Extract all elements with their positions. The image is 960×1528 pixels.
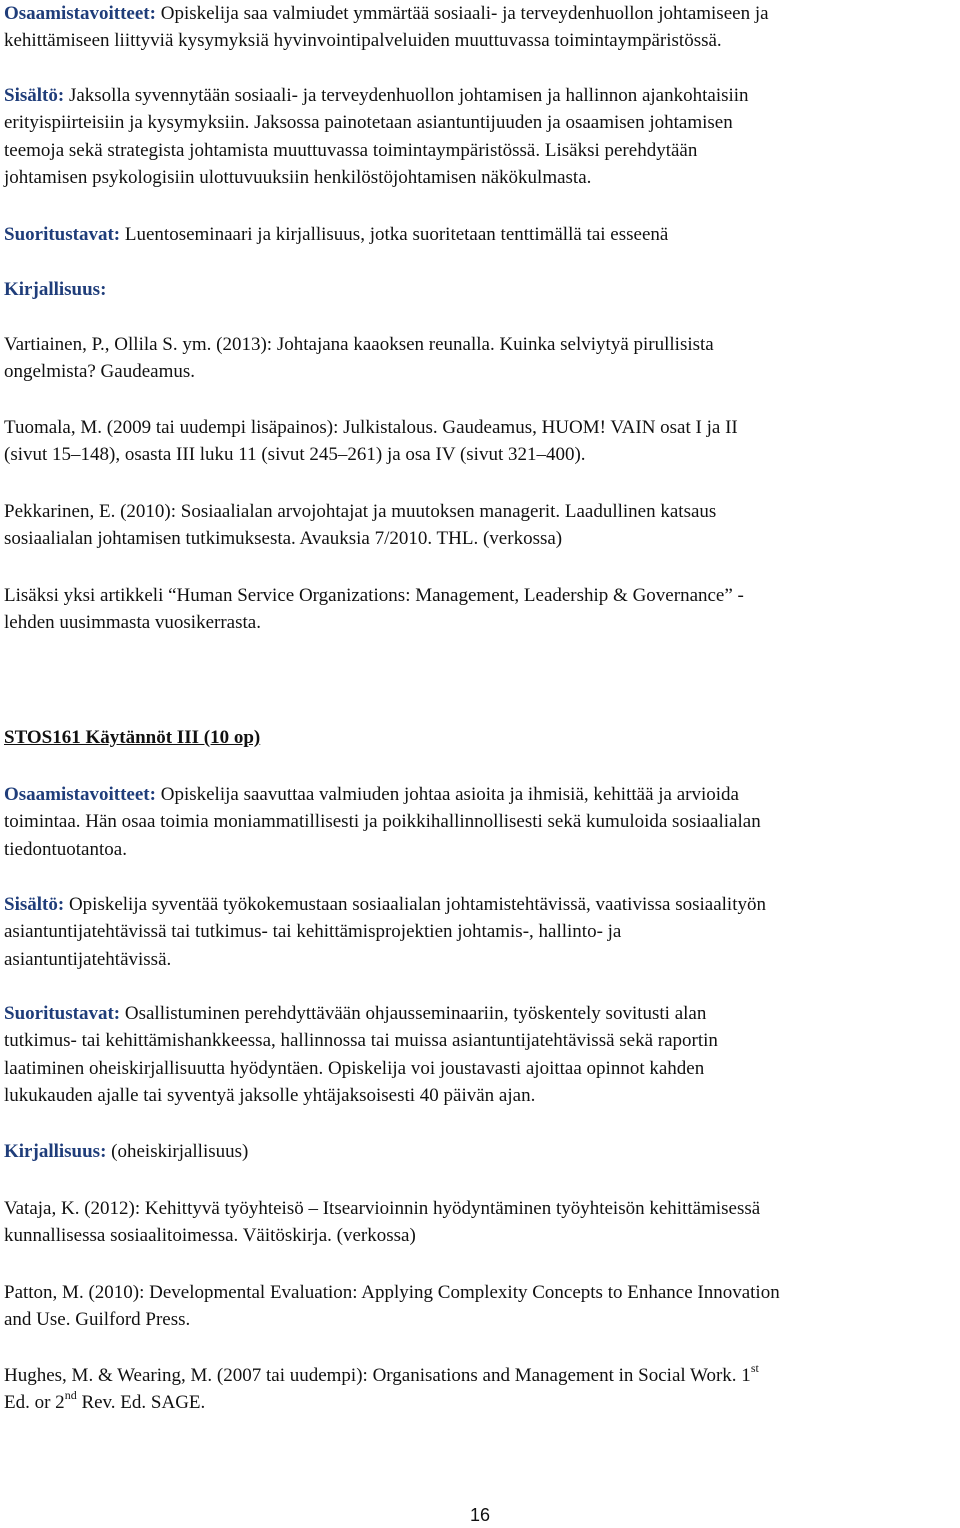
text-line: kehittämiseen liittyviä kysymyksiä hyvinvointipalveluiden muuttuvassa toimintaympäristössä.	[4, 30, 722, 52]
methods-paragraph	[4, 1000, 956, 1109]
text-line: tiedontuotantoa.	[4, 838, 127, 860]
reference-item: Tuomala, M. (2009 tai uudempi lisäpainos): Julkistalous. Gaudeamus, HUOM! VAIN osat I ja II (sivut 15–148), osasta III luku 11 (sivut 245–261) ja osa IV (sivut 321–400).	[4, 417, 738, 466]
text-line: Osaamistavoitteet: Opiskelija saa valmiudet ymmärtää sosiaali- ja terveydenhuollon johtamiseen ja	[4, 3, 769, 24]
text-line: Osaamistavoitteet: Opiskelija saavuttaa valmiuden johtaa asioita ja ihmisiä, kehittää ja arvioida	[4, 784, 739, 805]
text-line: asiantuntijatehtävissä.	[4, 948, 172, 970]
course-title-block	[4, 724, 956, 751]
methods-label: Suoritustavat:	[4, 224, 121, 245]
text-line: lukukauden ajalle tai syventyä jaksolle yhtäjaksoisesti 40 päivän ajan.	[4, 1084, 536, 1106]
methods-paragraph	[4, 221, 956, 248]
text-line: Sisältö: Opiskelija syventää työkokemustaan sosiaalialan johtamistehtävissä, vaativissa sosiaalityön	[4, 894, 766, 915]
literature-heading	[4, 276, 956, 303]
text-line: toimintaa. Hän osaa toimia moniammatillisesti ja poikkihallinnollisesti sekä kumuloida sosiaalialan	[4, 811, 761, 833]
outcomes-paragraph	[4, 781, 956, 863]
text-line: teemoja sekä strategista johtamista muuttuvassa toimintaympäristössä. Lisäksi perehdytään	[4, 139, 698, 161]
text-line: Suoritustavat: Luentoseminaari ja kirjallisuus, jotka suoritetaan tenttimällä tai esseenä	[4, 224, 669, 245]
outcomes-paragraph	[4, 0, 956, 55]
reference-item: Vartiainen, P., Ollila S. ym. (2013): Johtajana kaaoksen reunalla. Kuinka selviytyä pirullisista ongelmista? Gaudeamus.	[4, 334, 714, 383]
text-line: Suoritustavat: Osallistuminen perehdyttävään ohjausseminaariin, työskentely sovitusti alan	[4, 1003, 707, 1024]
text-line: laatiminen oheiskirjallisuutta hyödyntäen. Opiskelija voi joustavasti ajoittaa opinnot kahden	[4, 1057, 705, 1079]
text-line: tutkimus- tai kehittämishankkeessa, hallinnossa tai muissa asiantuntijatehtävissä sekä raportin	[4, 1030, 718, 1052]
outcomes-label: Osaamistavoitteet:	[4, 3, 156, 24]
content-label: Sisältö:	[4, 894, 65, 915]
methods-label: Suoritustavat:	[4, 1003, 121, 1024]
outcomes-label: Osaamistavoitteet:	[4, 784, 156, 805]
literature-label: Kirjallisuus:	[4, 1141, 107, 1162]
reference-item: Pekkarinen, E. (2010): Sosiaalialan arvojohtajat ja muutoksen managerit. Laadullinen katsaus sosiaalialan johtamisen tutkimuksesta. Avauksia 7/2010. THL. (verkossa)	[4, 501, 717, 550]
text-line: erityispiirteisiin ja kysymyksiin. Jaksossa painotetaan asiantuntijuuden ja osaamisen johtamisen	[4, 112, 733, 134]
literature-note: (oheiskirjallisuus)	[106, 1141, 249, 1162]
literature-label: Kirjallisuus:	[4, 279, 107, 300]
reference-item: Vataja, K. (2012): Kehittyvä työyhteisö – Itsearvioinnin hyödyntäminen työyhteisön kehittämisessä kunnallisessa sosiaalitoimessa. Väitöskirja. (verkossa)	[4, 1198, 761, 1247]
course-title: STOS161 Käytännöt III (10 op)	[4, 727, 261, 748]
page-number: 16	[469, 1505, 491, 1525]
text-line: asiantuntijatehtävissä tai tutkimus- tai kehittämisprojektien johtamis-, hallinto- ja	[4, 921, 622, 943]
reference-item: Patton, M. (2010): Developmental Evaluation: Applying Complexity Concepts to Enhance Innovation and Use. Guilford Press.	[4, 1282, 780, 1331]
reference-item: Lisäksi yksi artikkeli “Human Service Organizations: Management, Leadership & Governance” - lehden uusimmasta vuosikerrasta.	[4, 585, 744, 634]
reference-item: Hughes, M. & Wearing, M. (2007 tai uudempi): Organisations and Management in Social Work. 1st Ed. or 2nd Rev. Ed. SAGE.	[4, 1360, 759, 1414]
content-paragraph	[4, 891, 956, 973]
content-paragraph	[4, 82, 956, 191]
text-line: Sisältö: Jaksolla syvennytään sosiaali- ja terveydenhuollon johtamisen ja hallinnon ajankohtaisiin	[4, 85, 749, 106]
content-label: Sisältö:	[4, 85, 65, 106]
literature-heading	[4, 1138, 956, 1165]
text-line: johtamisen psykologisiin ulottuvuuksiin henkilöstöjohtamisen näkökulmasta.	[4, 166, 592, 188]
